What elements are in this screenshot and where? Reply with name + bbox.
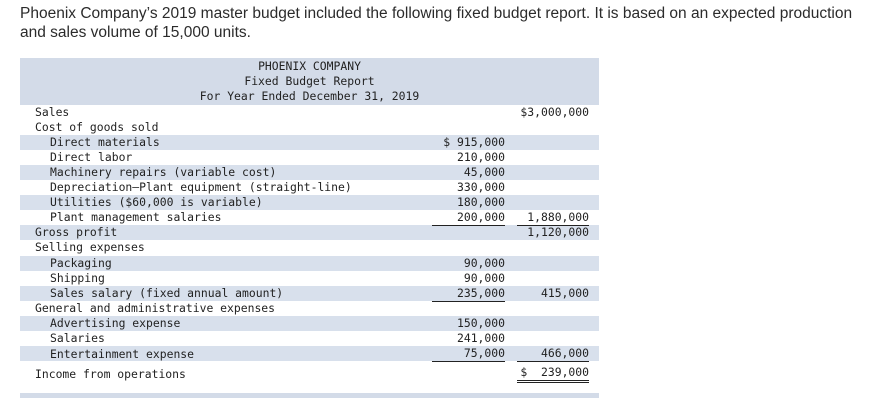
row-amount: 150,000 xyxy=(456,316,505,330)
row-total: 466,000 xyxy=(517,346,589,362)
row-total: 1,880,000 xyxy=(517,210,589,226)
row-total: $3,000,000 xyxy=(520,105,589,119)
row-amount: $ 915,000 xyxy=(443,135,505,149)
row-total: 1,120,000 xyxy=(527,225,589,239)
row-label: Shipping xyxy=(50,271,105,285)
company-name: PHOENIX COMPANY xyxy=(258,59,361,73)
report-period: For Year Ended December 31, 2019 xyxy=(199,89,420,103)
row-amount: 90,000 xyxy=(463,271,505,285)
row-amount: 210,000 xyxy=(456,150,505,164)
row-label: Direct materials xyxy=(50,135,160,149)
row-label: Depreciation—Plant equipment (straight-line) xyxy=(50,180,352,194)
row-label: Selling expenses xyxy=(35,240,145,254)
row-amount: 75,000 xyxy=(432,346,505,362)
intro-text: Phoenix Company’s 2019 master budget included the following fixed budget report. It is based on an expected production and sales volume of 15,000 units. xyxy=(20,5,853,41)
row-label: Utilities ($60,000 is variable) xyxy=(50,195,263,209)
row-label: Income from operations xyxy=(35,367,186,381)
row-amount: 241,000 xyxy=(456,331,505,345)
row-total: 415,000 xyxy=(540,286,589,300)
report-title: Fixed Budget Report xyxy=(244,74,375,88)
row-amount: 200,000 xyxy=(432,210,505,226)
row-label: Salaries xyxy=(50,331,105,345)
row-label: Advertising expense xyxy=(50,316,181,330)
row-amount: 45,000 xyxy=(463,165,505,179)
row-label: Packaging xyxy=(50,256,112,270)
report-bottom-bar xyxy=(20,393,599,398)
fixed-budget-report xyxy=(20,58,599,398)
row-label: Sales salary (fixed annual amount) xyxy=(50,286,284,300)
row-label: Cost of goods sold xyxy=(35,120,159,134)
row-label: Sales xyxy=(35,105,70,119)
row-label: Plant management salaries xyxy=(50,210,222,224)
row-label: Gross profit xyxy=(35,225,118,239)
row-amount: 180,000 xyxy=(456,195,505,209)
row-label: Entertainment expense xyxy=(50,347,195,361)
row-label: Machinery repairs (variable cost) xyxy=(50,165,277,179)
row-label: General and administrative expenses xyxy=(35,301,276,315)
row-total: $ 239,000 xyxy=(517,365,589,383)
row-label: Direct labor xyxy=(50,150,133,164)
row-amount: 90,000 xyxy=(463,256,505,270)
row-amount: 330,000 xyxy=(456,180,505,194)
row-amount: 235,000 xyxy=(432,286,505,302)
